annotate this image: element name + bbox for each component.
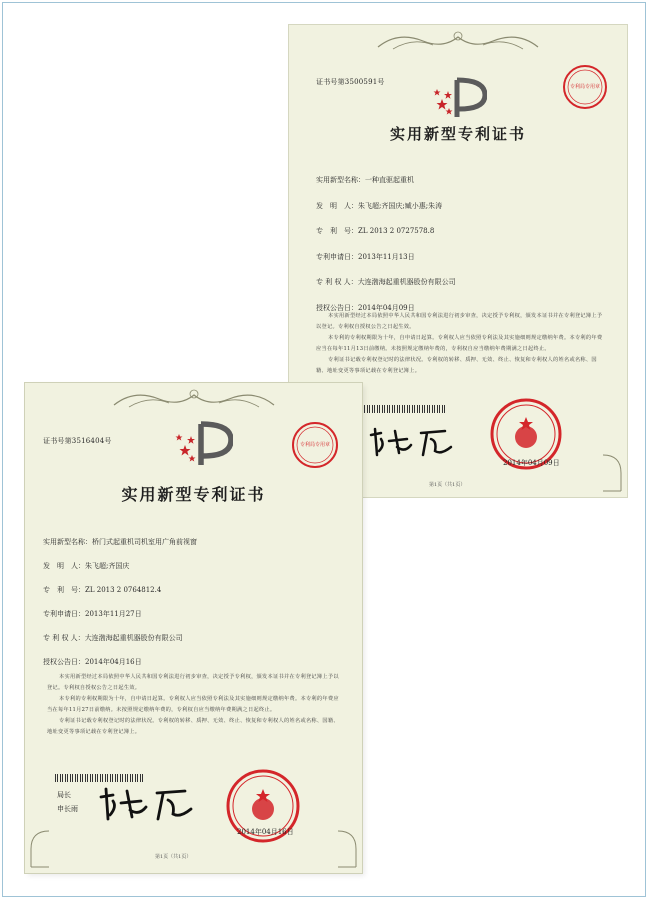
field-label: 授权公告日： — [316, 303, 358, 312]
field-label: 专 利 号： — [43, 586, 85, 594]
director-title — [57, 788, 78, 816]
corner-ornament-br — [583, 453, 623, 493]
field-value: ZL 2013 2 0727578.8 — [358, 227, 435, 235]
certificate-field — [316, 226, 434, 236]
certificate-field — [43, 585, 161, 595]
page-footer: 第1页（共1页） — [155, 854, 192, 860]
director-role: 局长 — [57, 791, 71, 799]
seal-date: 2014年04月09日 — [503, 459, 560, 467]
director-name: 申长雨 — [57, 805, 78, 813]
field-value: 2014年04月09日 — [358, 303, 415, 312]
certificate-field — [316, 277, 456, 287]
field-label: 授权公告日： — [43, 658, 85, 666]
certificate-number: 证书号第3500591号 — [316, 78, 385, 86]
certificate-field — [316, 175, 414, 185]
handwritten-signature — [367, 425, 457, 461]
field-label: 专利申请日： — [316, 252, 358, 261]
body-paragraph: 专利证书记载专利权登记时的法律状况。专利权的转移、质押、无效、终止、恢复和专利权人的姓名或名称、国籍、地址变更等事项记载在专利登记簿上。 — [47, 718, 339, 735]
certificate-field — [43, 633, 183, 643]
body-text — [316, 311, 606, 377]
field-label: 发 明 人： — [316, 201, 358, 210]
field-label: 专 利 号： — [316, 227, 358, 235]
body-paragraph: 专利证书记载专利权登记时的法律状况。专利权的转移、质押、无效、终止、恢复和专利权人的姓名或名称、国籍、地址变更等事项记载在专利登记簿上。 — [316, 357, 597, 374]
field-label: 专 利 权 人： — [43, 634, 85, 642]
field-label: 实用新型名称： — [316, 176, 365, 184]
body-paragraph: 本专利的专利权期限为十年，自申请日起算。专利权人应当依照专利法及其实施细则规定缴纳年费。本专利的年费应当在每年11月13日前缴纳。未按照规定缴纳年费的，专利权自应当缴纳年费期满之日起终止。 — [316, 335, 603, 352]
barcode — [55, 774, 145, 782]
certificate-field — [43, 657, 142, 667]
field-label: 实用新型名称： — [43, 538, 92, 546]
certificate-field — [43, 561, 129, 571]
certificate-field — [43, 537, 197, 547]
seal-date: 2014年04月16日 — [237, 828, 294, 836]
corner-ornament-br — [318, 829, 358, 869]
body-text — [47, 672, 342, 738]
field-label: 发 明 人： — [43, 562, 85, 570]
field-value: 大连渤海起重机器股份有限公司 — [357, 278, 456, 286]
field-value: 一种直驱起重机 — [365, 176, 414, 184]
barcode — [357, 405, 445, 413]
field-label: 专 利 权 人： — [316, 278, 358, 286]
field-value: 2013年11月27日 — [85, 610, 142, 618]
field-value: 2013年11月13日 — [358, 252, 415, 261]
handwritten-signature — [97, 785, 197, 825]
certificate-field — [316, 252, 415, 262]
patent-office-emblem — [433, 77, 487, 119]
field-value: 桥门式起重机司机室用广角前视窗 — [92, 538, 197, 546]
small-seal-text: 专利局专用章 — [299, 442, 330, 448]
field-value: 朱飞超;齐国庆;臧小惠;朱涛 — [358, 201, 443, 210]
field-label: 专利申请日： — [43, 610, 85, 618]
field-value: 2014年04月16日 — [85, 658, 142, 666]
page-footer: 第1页（共1页） — [429, 482, 466, 488]
patent-office-emblem — [175, 421, 233, 467]
body-paragraph: 本专利的专利权期限为十年，自申请日起算。专利权人应当依照专利法及其实施细则规定缴纳年费。本专利的年费应当在每年11月27日前缴纳。未按照规定缴纳年费的，专利权自应当缴纳年费期满之日起终止。 — [47, 696, 339, 713]
body-paragraph: 本实用新型经过本局依照中华人民共和国专利法进行初步审查，决定授予专利权，颁发本证书并在专利登记簿上予以登记。专利权自授权公告之日起生效。 — [47, 674, 339, 691]
small-seal-text: 专利局专用章 — [569, 84, 600, 90]
field-value: ZL 2013 2 0764812.4 — [85, 586, 162, 594]
certificate-number: 证书号第3516404号 — [43, 437, 112, 445]
certificate-title: 实用新型专利证书 — [389, 125, 526, 143]
certificate-field — [316, 201, 442, 211]
certificate-title: 实用新型专利证书 — [121, 485, 266, 504]
body-paragraph: 本实用新型经过本局依照中华人民共和国专利法进行初步审查，决定授予专利权，颁发本证书并在专利登记簿上予以登记。专利权自授权公告之日起生效。 — [316, 313, 603, 330]
field-value: 朱飞超;齐国庆 — [85, 562, 130, 570]
top-ornament — [109, 385, 279, 411]
field-value: 大连渤海起重机器股份有限公司 — [84, 634, 183, 642]
top-ornament — [373, 27, 543, 53]
certificate-field — [43, 609, 142, 619]
corner-ornament-bl — [29, 829, 69, 869]
patent-certificate-front — [25, 383, 362, 873]
